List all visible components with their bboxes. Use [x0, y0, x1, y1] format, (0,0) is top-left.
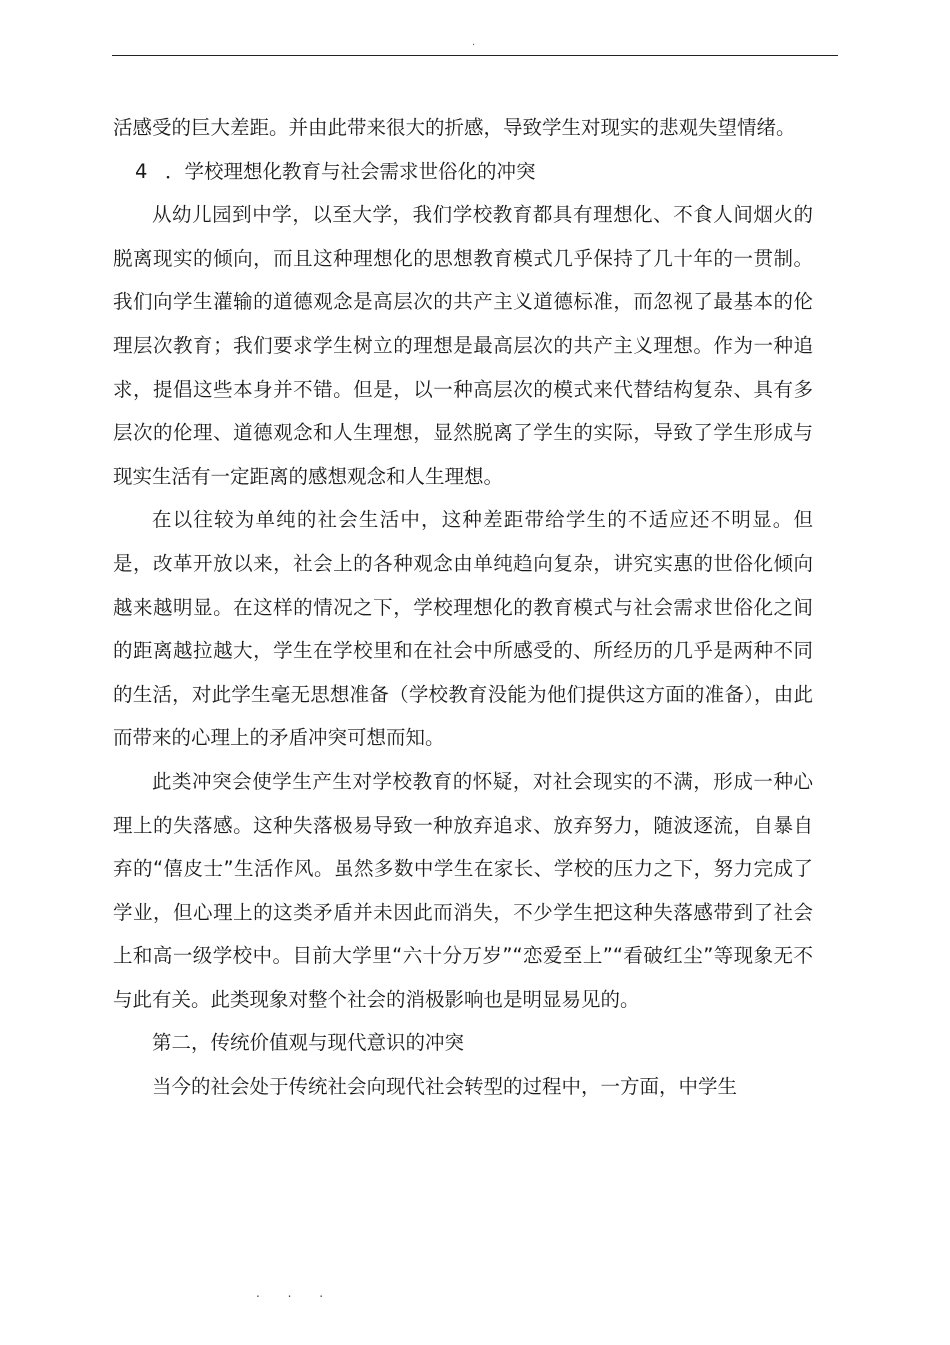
footer-mark: . . . [256, 1286, 336, 1300]
paragraph-continuation: 活感受的巨大差距。并由此带来很大的折感，导致学生对现实的悲观失望情绪。 [113, 116, 796, 139]
subsection-heading: 第二，传统价值观与现代意识的冲突 [152, 1031, 465, 1055]
paragraph: 在以往较为单纯的社会生活中，这种差距带给学生的不适应还不明显。但是，改革开放以来，社会上的各种观念由单纯趋向复杂，讲究实惠的世俗化倾向越来越明显。在这样的情况之下，学校理想化的教育模式与社会需求世俗化之间的距离越拉越大，学生在学校里和在社会中所感受的、所经历的几乎是两种不同的生活，对此学生毫无思想准备（学校教育没能为他们提供这方面的准备），由此而带来的心理上的矛盾冲突可想而知。 [113, 508, 813, 750]
header-mark: . [472, 37, 476, 48]
section-heading-number: 4 [135, 159, 148, 183]
paragraph: 当今的社会处于传统社会向现代社会转型的过程中，一方面，中学生 [152, 1075, 738, 1099]
header-rule [112, 55, 838, 56]
paragraph: 从幼儿园到中学，以至大学，我们学校教育都具有理想化、不食人间烟火的脱离现实的倾向，而且这种理想化的思想教育模式几乎保持了几十年的一贯制。我们向学生灌输的道德观念是高层次的共产主义道德标准，而忽视了最基本的伦理层次教育；我们要求学生树立的理想是最高层次的共产主义理想。作为一种追求，提倡这些本身并不错。但是，以一种高层次的模式来代替结构复杂、具有多层次的伦理、道德观念和人生理想，显然脱离了学生的实际，导致了学生形成与现实生活有一定距离的感想观念和人生理想。 [113, 203, 813, 488]
section-heading [113, 150, 813, 194]
document-body [113, 106, 813, 1109]
paragraph: 此类冲突会使学生产生对学校教育的怀疑，对社会现实的不满，形成一种心理上的失落感。这种失落极易导致一种放弃追求、放弃努力，随波逐流，自暴自弃的“僖皮士”生活作风。虽然多数中学生在家长、学校的压力之下，努力完成了学业，但心理上的这类矛盾并未因此而消失，不少学生把这种失落感带到了社会上和高一级学校中。目前大学里“六十分万岁”“恋爱至上”“看破红尘”等现象无不与此有关。此类现象对整个社会的消极影响也是明显易见的。 [113, 769, 813, 1011]
section-heading-text: ．学校理想化教育与社会需求世俗化的冲突 [165, 159, 536, 183]
